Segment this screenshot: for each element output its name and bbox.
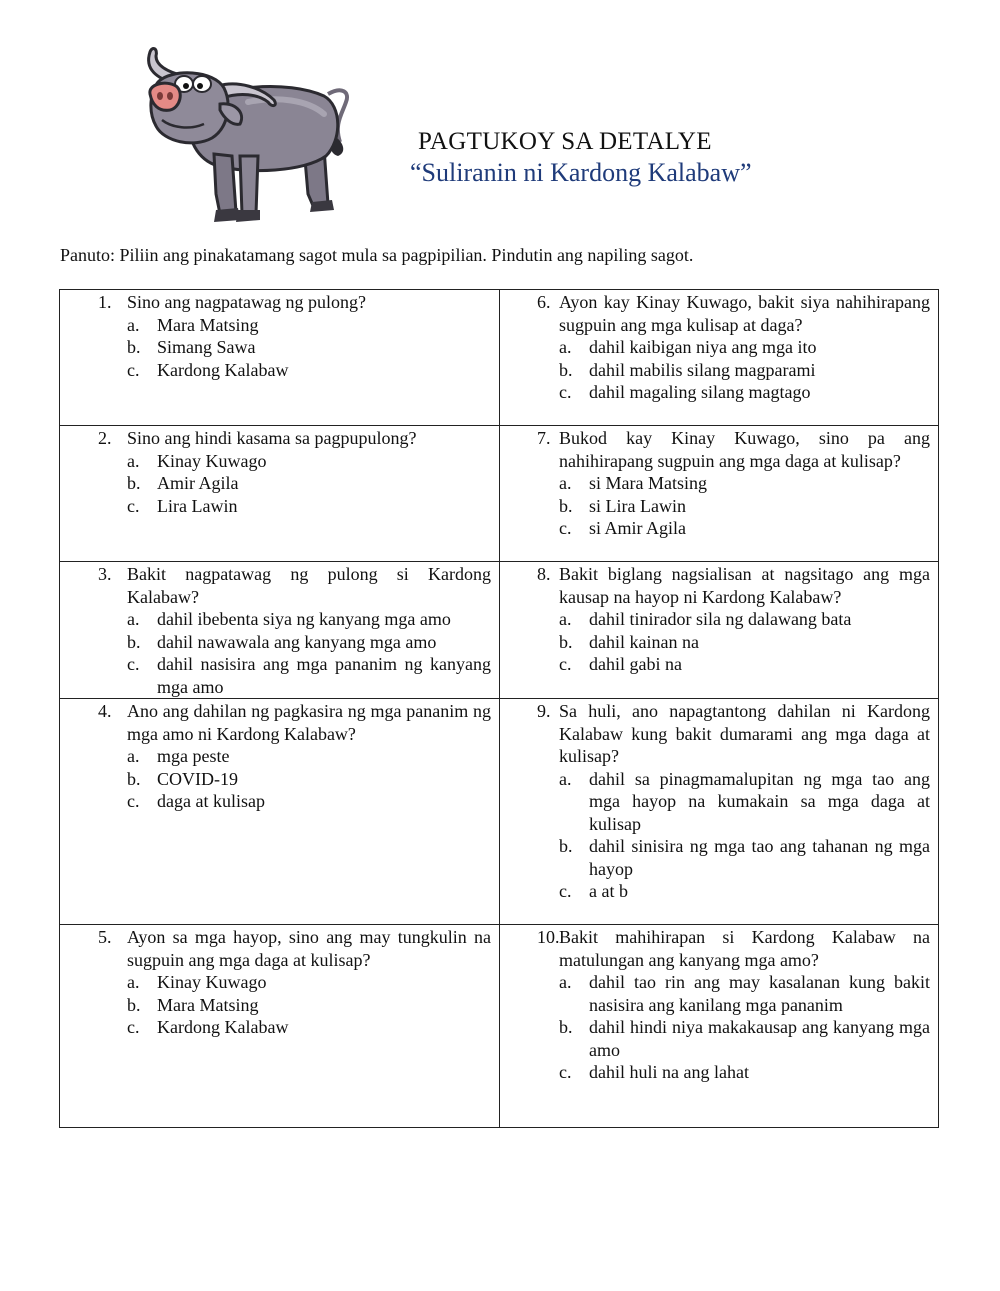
worksheet-title: PAGTUKOY SA DETALYE xyxy=(418,128,712,155)
answer-option[interactable] xyxy=(500,631,930,654)
option-text: dahil gabi na xyxy=(589,654,682,674)
option-letter: b. xyxy=(559,495,573,516)
option-letter: b. xyxy=(559,836,573,856)
option-text: Kardong Kalabaw xyxy=(157,359,289,380)
option-letter: a. xyxy=(559,337,572,357)
option-letter: b. xyxy=(127,337,141,357)
question-number: 4. xyxy=(98,701,112,721)
answer-option[interactable] xyxy=(60,314,491,337)
option-text: COVID-19 xyxy=(157,768,238,789)
answer-option[interactable] xyxy=(500,653,930,676)
option-text: Kinay Kuwago xyxy=(157,972,267,992)
question-text: Ayon sa mga hayop, sino ang may tungkulin na sugpuin ang mga daga at kulisap? xyxy=(127,927,491,970)
option-text: dahil hindi niya makakausap ang kanyang mga amo xyxy=(589,1017,930,1060)
question-1 xyxy=(60,291,491,314)
option-text: Kinay Kuwago xyxy=(157,450,267,471)
option-letter: c. xyxy=(559,1062,572,1082)
table-row xyxy=(60,426,939,562)
question-cell xyxy=(60,290,500,426)
option-text: Mara Matsing xyxy=(157,314,259,335)
answer-option[interactable] xyxy=(60,653,491,698)
option-letter: b. xyxy=(559,1017,573,1037)
option-text: Mara Matsing xyxy=(157,994,259,1015)
option-letter: a. xyxy=(127,450,140,471)
option-text: si Lira Lawin xyxy=(589,495,686,516)
question-number: 9. xyxy=(537,701,551,721)
question-number: 5. xyxy=(98,927,112,947)
option-text: si Mara Matsing xyxy=(589,473,707,493)
question-text: Ayon kay Kinay Kuwago, bakit siya nahihirapang sugpuin ang mga kulisap at daga? xyxy=(559,292,930,335)
option-text: dahil magaling silang magtago xyxy=(589,382,811,402)
question-text: Bakit mahihirapan si Kardong Kalabaw na matulungan ang kanyang mga amo? xyxy=(559,927,930,970)
option-text: dahil sinisira ng mga tao ang tahanan ng mga hayop xyxy=(589,836,930,879)
answer-option[interactable] xyxy=(60,768,491,791)
question-number: 6. xyxy=(537,292,551,312)
answer-option[interactable] xyxy=(60,971,491,994)
question-cell xyxy=(60,699,500,925)
option-text: dahil nawawala ang kanyang mga amo xyxy=(157,631,437,652)
question-8 xyxy=(500,563,930,608)
answer-option[interactable] xyxy=(60,608,491,631)
option-letter: c. xyxy=(559,518,572,538)
option-letter: c. xyxy=(127,654,140,674)
option-text: dahil ibebenta siya ng kanyang mga amo xyxy=(157,609,451,629)
question-text: Ano ang dahilan ng pagkasira ng mga pananim ng mga amo ni Kardong Kalabaw? xyxy=(127,701,491,744)
option-letter: c. xyxy=(127,1017,140,1037)
option-letter: c. xyxy=(127,359,140,380)
option-text: a at b xyxy=(589,881,628,901)
option-letter: c. xyxy=(559,382,572,402)
option-letter: a. xyxy=(127,609,140,629)
answer-option[interactable] xyxy=(500,472,930,495)
answer-option[interactable] xyxy=(60,631,491,654)
question-text: Bakit nagpatawag ng pulong si Kardong Kalabaw? xyxy=(127,564,491,607)
option-letter: a. xyxy=(559,609,572,629)
option-text: Simang Sawa xyxy=(157,337,256,357)
question-6 xyxy=(500,291,930,336)
answer-option[interactable] xyxy=(500,517,930,540)
question-text: Bukod kay Kinay Kuwago, sino pa ang nahihirapang sugpuin ang mga daga at kulisap? xyxy=(559,428,930,471)
question-cell xyxy=(60,562,500,699)
question-text: Bakit biglang nagsialisan at nagsitago ang mga kausap na hayop ni Kardong Kalabaw? xyxy=(559,564,930,607)
question-7 xyxy=(500,427,930,472)
table-row xyxy=(60,925,939,1128)
answer-option[interactable] xyxy=(500,971,930,1016)
answer-option[interactable] xyxy=(500,336,930,359)
question-2 xyxy=(60,427,491,450)
question-text: Sino ang nagpatawag ng pulong? xyxy=(127,292,366,312)
question-text: Sino ang hindi kasama sa pagpupulong? xyxy=(127,428,417,448)
question-cell xyxy=(60,925,500,1128)
option-text: dahil tao rin ang may kasalanan kung bakit nasisira ang kanilang mga pananim xyxy=(589,972,930,1015)
option-text: Amir Agila xyxy=(157,473,239,493)
answer-option[interactable] xyxy=(60,790,491,813)
option-text: si Amir Agila xyxy=(589,518,687,538)
option-letter: a. xyxy=(559,972,572,992)
answer-option[interactable] xyxy=(60,359,491,382)
answer-option[interactable] xyxy=(60,495,491,518)
option-letter: c. xyxy=(127,495,140,516)
answer-option[interactable] xyxy=(500,495,930,518)
question-5 xyxy=(60,926,491,971)
question-cell xyxy=(500,562,939,699)
option-text: dahil sa pinagmamalupitan ng mga tao ang mga hayop na kumakain sa mga daga at kulisap xyxy=(589,768,930,834)
option-text: dahil huli na ang lahat xyxy=(589,1062,749,1082)
option-letter: b. xyxy=(127,994,141,1015)
question-cell xyxy=(500,925,939,1128)
answer-option[interactable] xyxy=(60,450,491,473)
answer-option[interactable] xyxy=(500,381,930,404)
option-letter: b. xyxy=(559,631,573,652)
question-4 xyxy=(60,700,491,745)
option-letter: b. xyxy=(127,631,141,652)
option-letter: c. xyxy=(559,654,572,674)
question-number: 8. xyxy=(537,564,551,584)
question-number: 10. xyxy=(537,927,560,947)
option-letter: a. xyxy=(127,314,140,335)
question-9 xyxy=(500,700,930,768)
option-letter: a. xyxy=(127,746,140,766)
question-cell xyxy=(500,290,939,426)
option-text: dahil tinirador sila ng dalawang bata xyxy=(589,609,852,629)
answer-option[interactable] xyxy=(500,768,930,836)
option-letter: b. xyxy=(127,768,141,789)
table-row xyxy=(60,290,939,426)
option-text: dahil kaibigan niya ang mga ito xyxy=(589,337,817,357)
answer-option[interactable] xyxy=(500,1061,930,1084)
answer-option[interactable] xyxy=(60,336,491,359)
table-row xyxy=(60,699,939,925)
option-text: Kardong Kalabaw xyxy=(157,1017,289,1037)
question-10 xyxy=(500,926,930,971)
option-text: dahil kainan na xyxy=(589,631,699,652)
option-letter: c. xyxy=(127,791,140,811)
question-number: 3. xyxy=(98,564,112,584)
question-text: Sa huli, ano napagtantong dahilan ni Kardong Kalabaw kung bakit dumarami ang mga daga at kulisap? xyxy=(559,701,930,766)
table-row xyxy=(60,562,939,699)
story-title: “Suliranin ni Kardong Kalabaw” xyxy=(410,158,752,187)
question-number: 2. xyxy=(98,428,112,448)
option-text: mga peste xyxy=(157,746,230,766)
option-text: daga at kulisap xyxy=(157,791,265,811)
question-table xyxy=(59,289,939,1128)
instructions-text: Panuto: Piliin ang pinakatamang sagot mula sa pagpipilian. Pindutin ang napiling sagot. xyxy=(60,245,694,265)
answer-option[interactable] xyxy=(500,359,930,382)
question-cell xyxy=(60,426,500,562)
answer-option[interactable] xyxy=(500,1016,930,1061)
answer-option[interactable] xyxy=(60,745,491,768)
kalabaw-illustration xyxy=(128,44,358,226)
option-letter: a. xyxy=(559,473,572,493)
option-letter: c. xyxy=(559,881,572,901)
option-text: dahil nasisira ang mga pananim ng kanyang mga amo xyxy=(157,654,491,697)
answer-option[interactable] xyxy=(500,880,930,903)
option-text: Lira Lawin xyxy=(157,495,238,516)
option-letter: b. xyxy=(127,473,141,493)
answer-option[interactable] xyxy=(60,472,491,495)
question-number: 1. xyxy=(98,292,112,312)
question-3 xyxy=(60,563,491,608)
question-cell xyxy=(500,426,939,562)
option-text: dahil mabilis silang magparami xyxy=(589,359,816,380)
answer-option[interactable] xyxy=(60,994,491,1017)
question-cell xyxy=(500,699,939,925)
option-letter: a. xyxy=(559,768,572,789)
option-letter: b. xyxy=(559,359,573,380)
question-number: 7. xyxy=(537,428,551,448)
answer-option[interactable] xyxy=(60,1016,491,1039)
answer-option[interactable] xyxy=(500,835,930,880)
answer-option[interactable] xyxy=(500,608,930,631)
option-letter: a. xyxy=(127,972,140,992)
